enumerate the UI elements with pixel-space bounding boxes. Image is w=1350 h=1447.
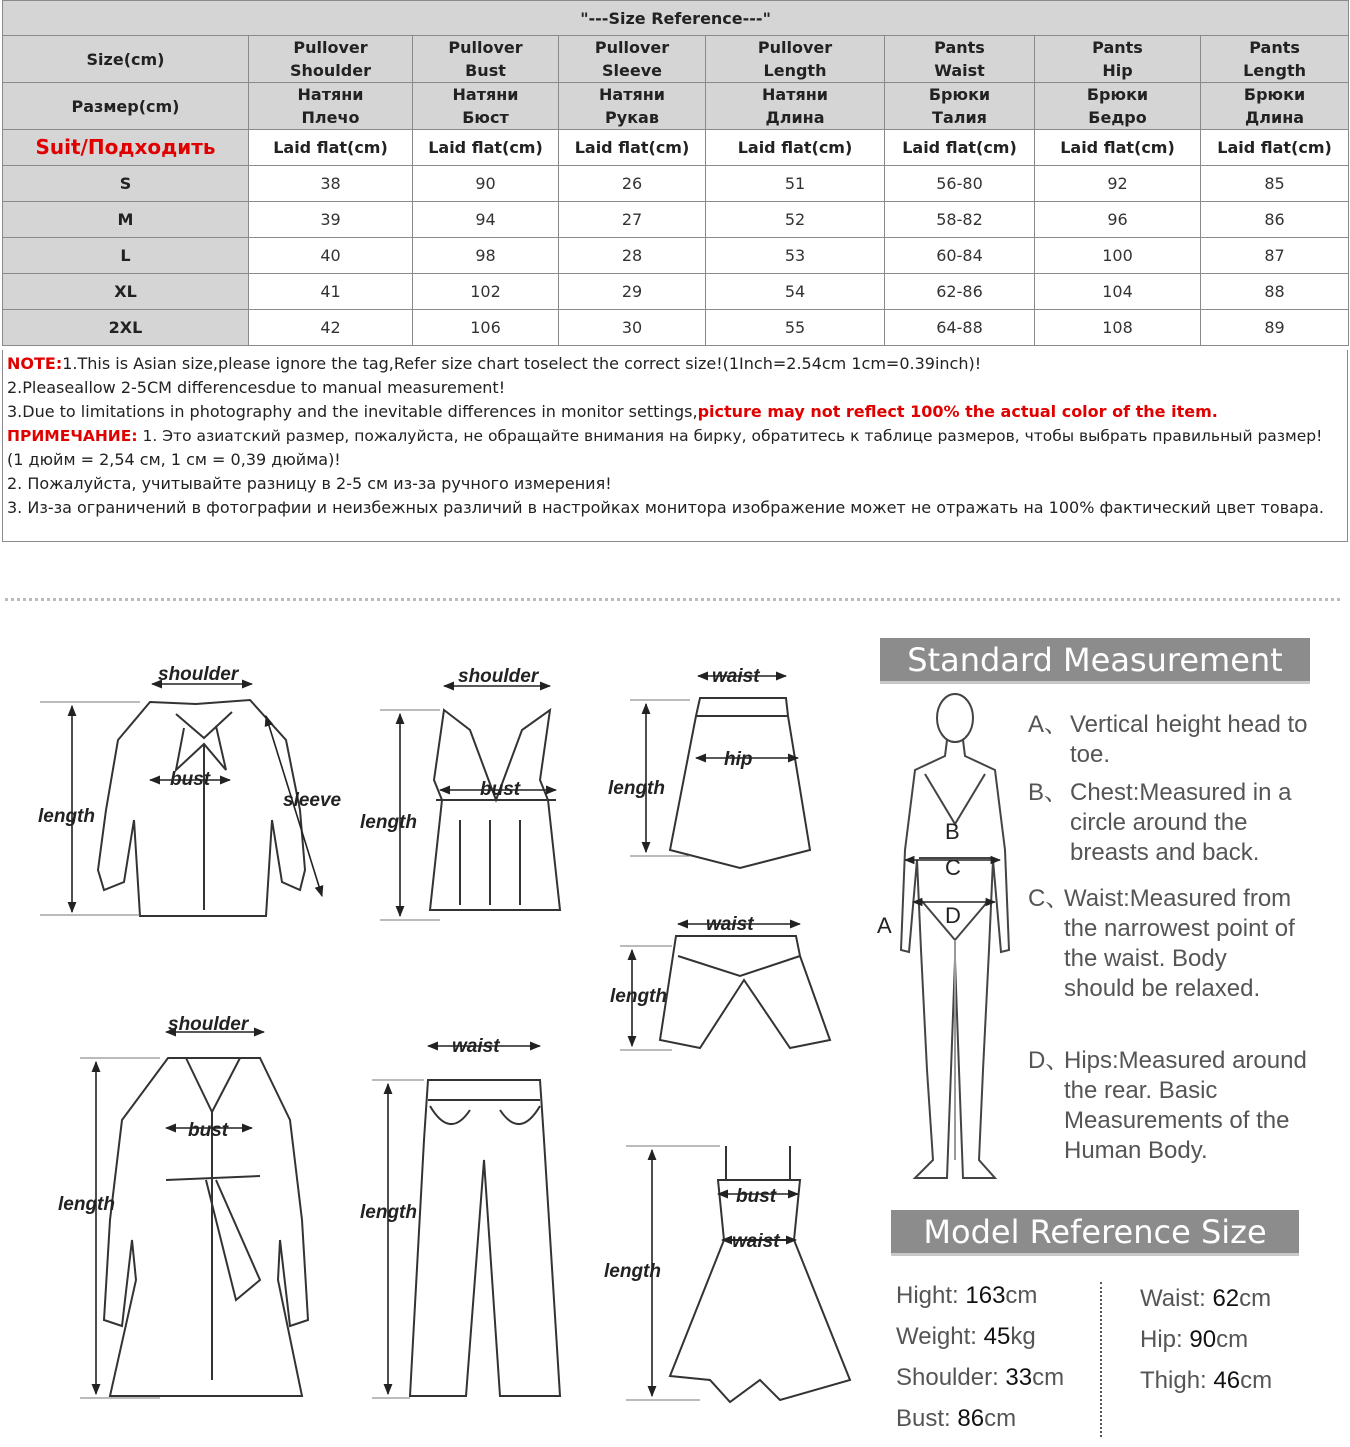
col-header-ru: Натяни Плечо [249, 83, 413, 130]
corner-size-en: Size(cm) [3, 36, 249, 83]
size-value-cell: 55 [706, 310, 885, 346]
section-divider [5, 598, 1340, 601]
label-sleeve: sleeve [283, 790, 342, 811]
size-value-cell: 108 [1035, 310, 1201, 346]
label-length: length [604, 1261, 661, 1282]
size-value-cell: 54 [706, 274, 885, 310]
laid-flat-label: Laid flat(cm) [559, 130, 706, 166]
col-header-ru: Брюки Длина [1201, 83, 1349, 130]
label-length: length [360, 812, 417, 833]
col-header-en: Pullover Bust [413, 36, 559, 83]
size-value-cell: 88 [1201, 274, 1349, 310]
size-value-cell: 86 [1201, 202, 1349, 238]
note-line-3: 3.Due to limitations in photography and the inevitable differences in monitor settings,picture may not reflect 100% the actual color of the item. [7, 402, 1218, 421]
size-value-cell: 39 [249, 202, 413, 238]
laid-flat-label: Laid flat(cm) [885, 130, 1035, 166]
model-height: Hight: 163cm [896, 1282, 1038, 1309]
laid-flat-label: Laid flat(cm) [413, 130, 559, 166]
size-reference-table [2, 0, 1349, 346]
note-line-2: 2.Pleaseallow 2-5CM differencesdue to manual measurement! [7, 378, 506, 397]
size-label: 2XL [3, 310, 249, 346]
size-value-cell: 29 [559, 274, 706, 310]
size-value-cell: 85 [1201, 166, 1349, 202]
model-reference-title: Model Reference Size [891, 1210, 1299, 1256]
table-row [3, 166, 1349, 202]
size-value-cell: 60-84 [885, 238, 1035, 274]
size-value-cell: 102 [413, 274, 559, 310]
size-value-cell: 96 [1035, 202, 1201, 238]
label-bust: bust [170, 769, 211, 790]
model-weight: Weight: 45kg [896, 1323, 1036, 1350]
col-header-en: Pants Hip [1035, 36, 1201, 83]
notes-block [2, 350, 1348, 542]
size-value-cell: 42 [249, 310, 413, 346]
laid-flat-label: Laid flat(cm) [249, 130, 413, 166]
size-label: M [3, 202, 249, 238]
col-header-ru: Брюки Бедро [1035, 83, 1201, 130]
note-line-5: (1 дюйм = 2,54 см, 1 см = 0,39 дюйма)! [7, 450, 341, 469]
table-row [3, 202, 1349, 238]
label-bust: bust [188, 1120, 229, 1141]
figure-letter-a: A [877, 913, 892, 938]
col-header-ru: Натяни Рукав [559, 83, 706, 130]
garment-diagrams [0, 620, 860, 1440]
model-thigh: Thigh: 46cm [1140, 1367, 1273, 1394]
size-value-cell: 30 [559, 310, 706, 346]
size-value-cell: 38 [249, 166, 413, 202]
size-value-cell: 89 [1201, 310, 1349, 346]
size-value-cell: 56-80 [885, 166, 1035, 202]
laid-flat-label: Laid flat(cm) [1035, 130, 1201, 166]
label-waist: waist [712, 666, 760, 687]
col-header-en: Pants Waist [885, 36, 1035, 83]
note-line-1: NOTE:1.This is Asian size,please ignore the tag,Refer size chart toselect the correct size!(1Inch=2.54cm 1cm=0.39inch)! [7, 354, 982, 373]
coat-drawing [80, 1058, 308, 1398]
label-waist: waist [452, 1036, 500, 1057]
size-value-cell: 98 [413, 238, 559, 274]
size-value-cell: 62-86 [885, 274, 1035, 310]
size-value-cell: 104 [1035, 274, 1201, 310]
col-header-en: Pants Length [1201, 36, 1349, 83]
label-waist: waist [732, 1231, 780, 1252]
model-shoulder: Shoulder: 33cm [896, 1364, 1065, 1391]
size-value-cell: 87 [1201, 238, 1349, 274]
figure-letter-b: B [945, 819, 960, 844]
size-value-cell: 40 [249, 238, 413, 274]
size-value-cell: 27 [559, 202, 706, 238]
corner-size-ru: Размер(cm) [3, 83, 249, 130]
label-shoulder: shoulder [158, 664, 239, 685]
label-shoulder: shoulder [168, 1014, 249, 1035]
col-header-ru: Натяни Длина [706, 83, 885, 130]
figure-letter-c: C [945, 855, 961, 880]
size-value-cell: 94 [413, 202, 559, 238]
label-length: length [610, 986, 667, 1007]
col-header-ru: Брюки Талия [885, 83, 1035, 130]
size-value-cell: 52 [706, 202, 885, 238]
size-value-cell: 53 [706, 238, 885, 274]
label-waist: waist [706, 914, 754, 935]
label-length: length [38, 806, 95, 827]
label-length: length [58, 1194, 115, 1215]
note-line-7: 3. Из-за ограничений в фотографии и неизбежных различий в настройках монитора изображение может не отражать на 100% фактический цвет товара. [7, 498, 1324, 517]
size-value-cell: 90 [413, 166, 559, 202]
label-bust: bust [480, 779, 521, 800]
size-value-cell: 92 [1035, 166, 1201, 202]
size-label: XL [3, 274, 249, 310]
table-title: "---Size Reference---" [3, 1, 1349, 36]
label-hip: hip [724, 749, 753, 770]
col-header-ru: Натяни Бюст [413, 83, 559, 130]
label-length: length [360, 1202, 417, 1223]
col-header-en: Pullover Shoulder [249, 36, 413, 83]
size-value-cell: 100 [1035, 238, 1201, 274]
size-value-cell: 51 [706, 166, 885, 202]
size-label: S [3, 166, 249, 202]
size-value-cell: 41 [249, 274, 413, 310]
suit-label: Suit/Подходить [3, 130, 249, 166]
note-line-6: 2. Пожалуйста, учитывайте разницу в 2-5 см из-за ручного измерения! [7, 474, 612, 493]
label-bust: bust [736, 1186, 777, 1207]
size-value-cell: 26 [559, 166, 706, 202]
col-header-en: Pullover Sleeve [559, 36, 706, 83]
human-figure [875, 690, 1025, 1190]
model-hip: Hip: 90cm [1140, 1326, 1249, 1353]
label-shoulder: shoulder [458, 666, 539, 687]
jeans-drawing [372, 1080, 560, 1398]
label-length: length [608, 778, 665, 799]
size-label: L [3, 238, 249, 274]
model-divider [1100, 1282, 1102, 1437]
figure-letter-d: D [945, 903, 961, 928]
size-value-cell: 58-82 [885, 202, 1035, 238]
laid-flat-label: Laid flat(cm) [706, 130, 885, 166]
table-row [3, 274, 1349, 310]
note-line-4: ПРИМЕЧАНИЕ: 1. Это азиатский размер, пожалуйста, не обращайте внимания на бирку, обратитесь к таблице размеров, чтобы выбрать правильный размер! [7, 427, 1323, 445]
col-header-en: Pullover Length [706, 36, 885, 83]
table-row [3, 310, 1349, 346]
table-row [3, 238, 1349, 274]
size-value-cell: 28 [559, 238, 706, 274]
size-value-cell: 106 [413, 310, 559, 346]
model-bust: Bust: 86cm [896, 1405, 1017, 1432]
size-value-cell: 64-88 [885, 310, 1035, 346]
model-waist: Waist: 62cm [1140, 1285, 1272, 1312]
standard-measurement-title: Standard Measurement [880, 638, 1310, 684]
laid-flat-label: Laid flat(cm) [1201, 130, 1349, 166]
